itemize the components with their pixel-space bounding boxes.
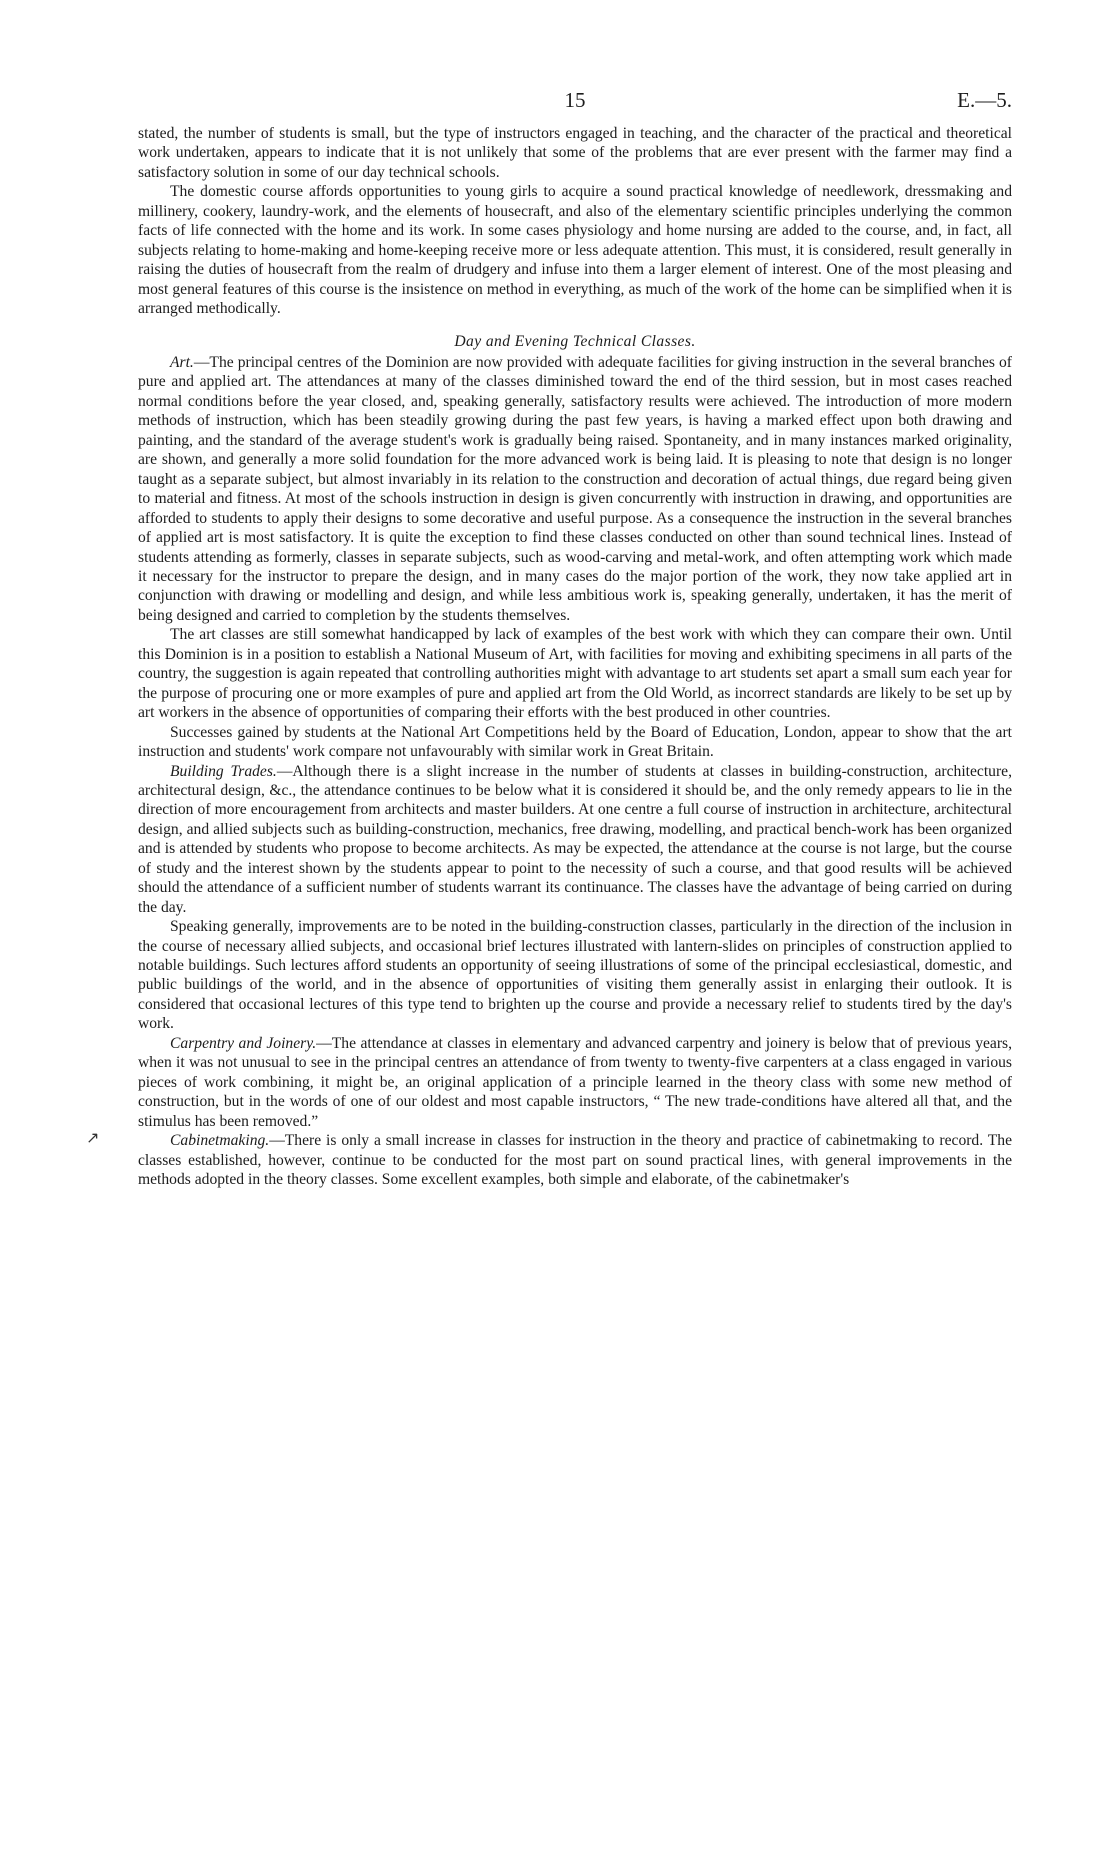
page-number: 15 xyxy=(564,88,586,112)
margin-annotation-mark: ↗ xyxy=(86,1128,100,1147)
series-reference: E.—5. xyxy=(957,88,1012,112)
art-paragraph-3: Successes gained by students at the National Art Competitions held by the Board of Education, London, appear to show that the art instruction and students' work compare not unfavourably with similar work in Great Britain. xyxy=(138,723,1012,761)
cabinetmaking-heading: Cabinetmaking. xyxy=(170,1132,270,1150)
cabinetmaking-paragraph-text: —There is only a small increase in classes for instruction in the theory and practice of cabinetmaking to record. The classes established, however, continue to be conducted for the most part on sound practical lines, with general improvements in the methods adopted in the theory classes. Some excellent examples, both simple and elaborate, of the cabinetmaker's xyxy=(138,1132,1012,1189)
carpentry-paragraph-text: —The attendance at classes in elementary and advanced carpentry and joinery is below that of previous years, when it was not unusual to see in the principal centres an attendance of from twenty to twenty-five carpenters at a class engaged in various pieces of work combining, it might be, an original application of a principle learned in the theory class with some new method of construction, but in the words of one of our oldest and most capable instructors, “ The new trade-conditions have altered all that, and the stimulus has been removed.” xyxy=(138,1034,1012,1130)
building-trades-paragraph-2: Speaking generally, improvements are to be noted in the building-construction classes, particularly in the direction of the inclusion in the course of necessary allied subjects, and occasional brief lectures illustrated with lantern-slides on principles of construction applied to notable buildings. Such lectures afford students an opportunity of seeing illustrations of some of the principal ecclesiastical, domestic, and public buildings of the world, and in the absence of opportunities of visiting them generally assist in enlarging their outlook. It is considered that occasional lectures of this type tend to brighten up the course and provide a necessary relief to students tired by the day's work. xyxy=(138,918,1012,1033)
carpentry-paragraph xyxy=(138,1034,1012,1131)
building-trades-paragraph-1 xyxy=(138,762,1012,918)
domestic-course-paragraph: The domestic course affords opportunities to young girls to acquire a sound practical knowledge of needlework, dressmaking and millinery, cookery, laundry-work, and the elements of housecraft, and also of the elementary scientific principles underlying the common facts of life connected with the home and its work. In some cases physiology and home nursing are added to the course, and, in fact, all subjects relating to home-making and home-keeping receive more or less adequate attention. This must, it is considered, result generally in raising the duties of housecraft from the realm of drudgery and infuse into them a larger element of interest. One of the most pleasing and most general features of this course is the insistence on method in everything, as much of the work of the home can be simplified when it is arranged methodically. xyxy=(138,183,1012,318)
page-header xyxy=(138,88,1012,124)
art-heading: Art. xyxy=(170,353,194,371)
carpentry-heading: Carpentry and Joinery. xyxy=(170,1034,317,1052)
cabinetmaking-paragraph xyxy=(138,1131,1012,1189)
art-paragraph-1-text: —The principal centres of the Dominion are now provided with adequate facilities for giving instruction in the several branches of pure and applied art. The attendances at many of the classes diminished toward the end of the third session, but in most cases reached normal conditions before the year closed, and, speaking generally, satisfactory results were achieved. The introduction of more modern methods of instruction, which has been steadily growing during the past few years, is having a marked effect upon both drawing and painting, and the standard of the average student's work is gradually being raised. Spontaneity, and in many instances marked originality, are shown, and generally a more solid foundation for the more advanced work is being laid. It is pleasing to note that design is no longer taught as a separate subject, but almost invariably in its relation to the construction and decoration of actual things, due regard being given to material and fitness. At most of the schools instruction in design is given concurrently with instruction in drawing, and opportunities are afforded to students to apply their designs to some decorative and useful purpose. As a consequence the instruction in the several branches of applied art is most satisfactory. It is quite the exception to find these classes conducted on other than sound technical lines. Instead of students attending as formerly, classes in separate subjects, such as wood-carving and metal-work, and often attempting work which made it necessary for the instructor to prepare the design, and in many cases do the major portion of the work, they now take applied art in conjunction with drawing or modelling and design, and while less ambitious work is, speaking generally, undertaken, it has the merit of being designed and carried to completion by the students themselves. xyxy=(138,353,1012,624)
art-paragraph-1 xyxy=(138,353,1012,625)
section-heading: Day and Evening Technical Classes. xyxy=(454,332,696,350)
building-trades-heading: Building Trades. xyxy=(170,762,277,780)
document-page xyxy=(86,88,1012,1189)
building-trades-paragraph-1-text: —Although there is a slight increase in the number of students at classes in building-construction, architecture, architectural design, &c., the attendance continues to be below what it is considered it should be, and the only remedy appears to lie in the direction of more encouragement from architects and master builders. At one centre a full course of instruction in architecture, architectural design, and allied subjects such as building-construction, mechanics, free drawing, modelling, and practical bench-work has been organized and is attended by students who propose to become architects. As may be expected, the attendance at the course is not large, but the course of study and the interest shown by the students appear to point to the necessity of such a course, and that good results will be achieved should the attendance of a sufficient number of students warrant its continuance. The classes have the advantage of being carried on during the day. xyxy=(138,762,1012,916)
art-paragraph-2: The art classes are still somewhat handicapped by lack of examples of the best work with which they can compare their own. Until this Dominion is in a position to establish a National Museum of Art, with facilities for moving and exhibiting specimens in all parts of the country, the suggestion is again repeated that controlling authorities might with advantage to art students set apart a small sum each year for the purpose of procuring one or more examples of pure and applied art from the Old World, as incorrect standards are likely to be set up by art workers in the absence of opportunities of comparing their efforts with the best produced in other countries. xyxy=(138,626,1012,722)
intro-paragraph-continued: stated, the number of students is small, but the type of instructors engaged in teaching, and the character of the practical and theoretical work undertaken, appears to indicate that it is not unlikely that some of the problems that are ever present with the farmer may find a satisfactory solution in some of our day technical schools. xyxy=(138,125,1012,181)
